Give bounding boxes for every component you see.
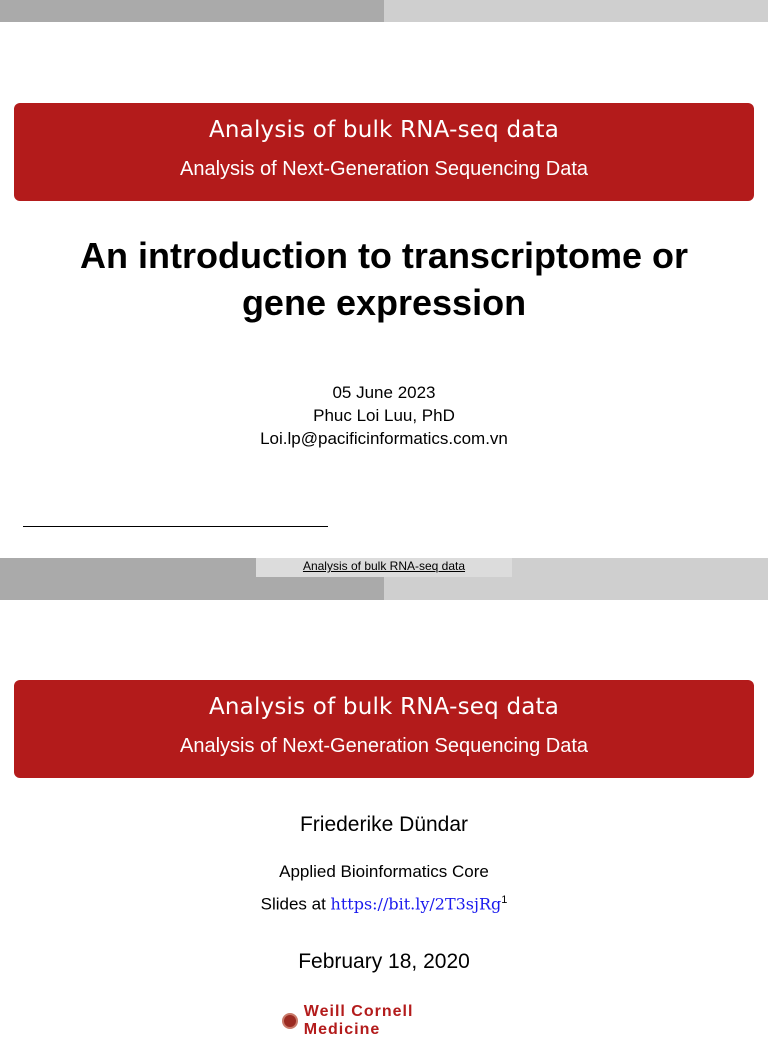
slides-link[interactable]: https://bit.ly/2T3sjRg [330,894,502,914]
slide2-date: February 18, 2020 [298,950,470,973]
footnote-rule [23,526,328,527]
main-title-line-2: gene expression [241,282,527,323]
slides-prefix: Slides at [260,894,326,914]
slide2-affiliation: Applied Bioinformatics Core [279,862,489,881]
presenter-email: Loi.lp@pacificinformatics.com.vn [260,429,508,448]
slide1-title-banner [14,103,754,201]
slide1-main-title [40,232,728,326]
banner-title: Analysis of bulk RNA-seq data [208,117,560,143]
weill-cornell-logo [282,1003,492,1038]
slide1-footer-label[interactable]: Analysis of bulk RNA-seq data [256,558,512,577]
top-bar-light-segment [384,0,768,22]
banner-subtitle: Analysis of Next-Generation Sequencing Data [179,158,588,180]
main-title-line-1: An introduction to transcriptome or [80,235,688,276]
slides-link-line [0,894,768,915]
slide1-top-bar [0,0,768,22]
slide2-title-banner [14,680,754,778]
banner-title: Analysis of bulk RNA-seq data [208,694,560,720]
logo-wordmark: Weill Cornell Medicine [303,1003,414,1038]
footnote-mark: 1 [501,894,508,906]
seal-icon [282,1013,298,1029]
presentation-date: 05 June 2023 [332,383,436,402]
banner-subtitle: Analysis of Next-Generation Sequencing Data [179,735,588,757]
presenter-name: Phuc Loi Luu, PhD [313,406,455,425]
top-bar-dark-segment [0,0,384,22]
slide2-author: Friederike Dündar [299,813,469,836]
